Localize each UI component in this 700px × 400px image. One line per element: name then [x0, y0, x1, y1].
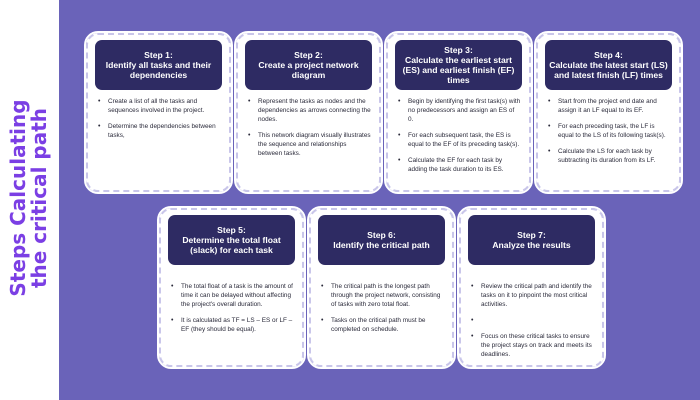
bullet-list — [398, 97, 521, 174]
step-title: Identify the critical path — [333, 240, 430, 250]
bullet-list — [321, 282, 444, 334]
step-number: Step 6: — [367, 230, 396, 240]
bullet-item: • For each preceding task, the LF is equal to the LS of its following task(s). — [548, 122, 671, 140]
bullet-item: • For each subsequent task, the ES is equal to the EF of its preceding task(s). — [398, 131, 521, 149]
step-body — [548, 97, 671, 172]
bullet-list — [171, 282, 294, 334]
bullet-item: • This network diagram visually illustrates the sequence and relationships between tasks. — [248, 131, 371, 158]
bullet-item: • It is calculated as TF = LS – ES or LF – EF (they should be equal). — [171, 316, 294, 334]
bullet-item: • Calculate the LS for each task by subtracting its duration from its LF. — [548, 147, 671, 165]
bullet-item: • Review the critical path and identify the tasks on it to pinpoint the most critical activities. — [471, 282, 594, 309]
step-card-header — [468, 215, 595, 265]
step-title: Analyze the results — [492, 240, 571, 250]
step-title: Determine the total float (slack) for each task — [182, 235, 281, 255]
step-card-3 — [386, 33, 531, 192]
step-number: Step 5: — [217, 225, 246, 235]
bullet-list — [548, 97, 671, 165]
bullet-item: • Determine the dependencies between tasks, — [98, 122, 221, 140]
step-number: Step 3: — [444, 45, 473, 55]
step-number: Step 4: — [594, 50, 623, 60]
step-body — [171, 282, 294, 341]
step-number: Step 7: — [517, 230, 546, 240]
bullet-item: • Start from the project end date and assign it an LF equal to its EF. — [548, 97, 671, 115]
bullet-item: • Focus on these critical tasks to ensure the project stays on track and meets its deadlines. — [471, 332, 594, 359]
step-card-7 — [459, 208, 604, 367]
bullet-item: • Calculate the EF for each task by adding the task duration to its ES. — [398, 156, 521, 174]
step-card-header — [245, 40, 372, 90]
side-title-line-1: Steps Calculating — [6, 99, 30, 297]
step-card-header — [318, 215, 445, 265]
step-body — [398, 97, 521, 181]
step-body — [98, 97, 221, 147]
bullet-item — [471, 316, 594, 325]
step-card-1 — [86, 33, 231, 192]
step-body — [321, 282, 444, 341]
bullet-item: • The total float of a task is the amount of time it can be delayed without affecting the project's overall duration. — [171, 282, 294, 309]
bullet-item: • Begin by identifying the first task(s) with no predecessors and assign an ES of 0. — [398, 97, 521, 124]
step-title: Calculate the earliest start (ES) and earliest finish (EF) times — [402, 55, 515, 85]
bullet-list — [248, 97, 371, 158]
bullet-item: • Represent the tasks as nodes and the dependencies as arrows connecting the nodes. — [248, 97, 371, 124]
side-title — [8, 99, 50, 296]
step-card-5 — [159, 208, 304, 367]
bullet-item: • The critical path is the longest path through the project network, consisting of tasks with zero total float. — [321, 282, 444, 309]
step-card-header — [395, 40, 522, 90]
step-title: Calculate the latest start (LS) and latest finish (LF) times — [549, 60, 668, 80]
step-card-2 — [236, 33, 381, 192]
step-number: Step 1: — [144, 50, 173, 60]
step-card-6 — [309, 208, 454, 367]
step-title: Identify all tasks and their dependencies — [105, 60, 212, 80]
step-title: Create a project network diagram — [258, 60, 359, 80]
step-card-header — [545, 40, 672, 90]
side-title-line-2: the critical path — [27, 107, 51, 289]
bullet-list — [98, 97, 221, 140]
bullet-item: • Tasks on the critical path must be completed on schedule. — [321, 316, 444, 334]
step-card-header — [95, 40, 222, 90]
step-card-4 — [536, 33, 681, 192]
bullet-list — [471, 282, 594, 359]
step-card-header — [168, 215, 295, 265]
step-number: Step 2: — [294, 50, 323, 60]
step-body — [471, 282, 594, 366]
bullet-item: • Create a list of all the tasks and sequences involved in the project. — [98, 97, 221, 115]
step-body — [248, 97, 371, 165]
